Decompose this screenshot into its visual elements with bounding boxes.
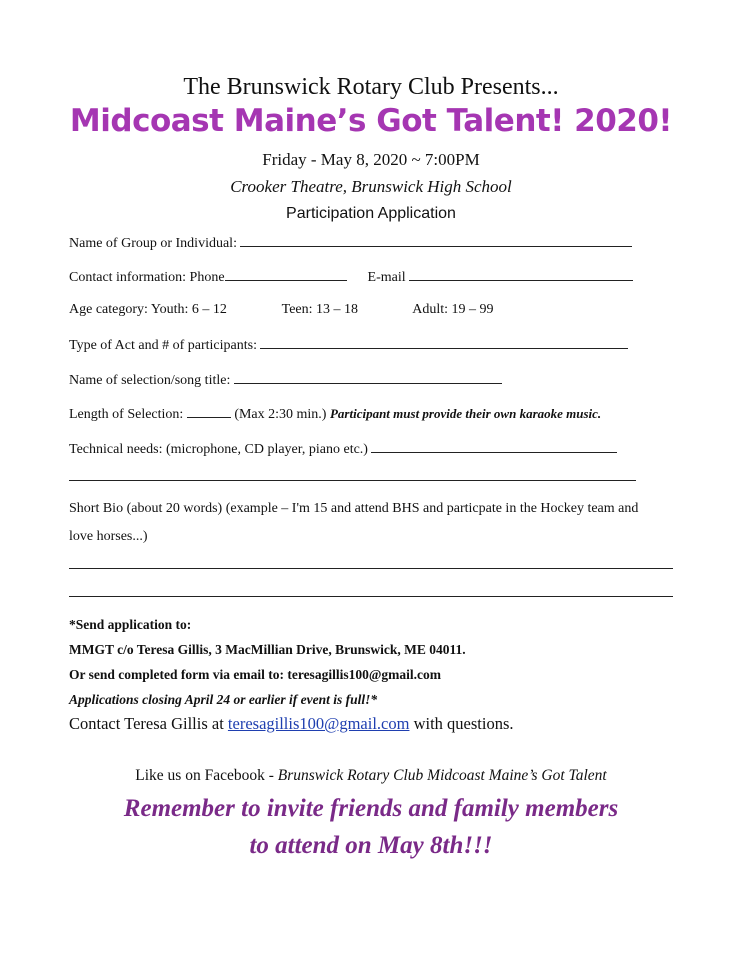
act-type-blank[interactable] bbox=[260, 336, 628, 349]
email-field-blank[interactable] bbox=[409, 268, 633, 281]
email-instruction: Or send completed form via email to: teresagillis100@gmail.com bbox=[69, 667, 441, 682]
name-field-blank[interactable] bbox=[240, 234, 632, 247]
age-teen-label: Teen: 13 – 18 bbox=[281, 302, 359, 317]
karaoke-note: Participant must provide their own karaoke music. bbox=[329, 406, 602, 421]
act-type-row bbox=[69, 336, 628, 354]
event-date-time: Friday - May 8, 2020 ~ 7:00PM bbox=[262, 150, 480, 169]
length-note: (Max 2:30 min.) bbox=[234, 407, 327, 422]
contact-email-link[interactable]: teresagillis100@gmail.com bbox=[227, 714, 410, 733]
send-heading: *Send application to: bbox=[69, 617, 192, 632]
mail-address: MMGT c/o Teresa Gillis, 3 MacMillian Drive, Brunswick, ME 04011. bbox=[69, 642, 466, 657]
technical-needs-blank[interactable] bbox=[371, 440, 617, 453]
presenter-line: The Brunswick Rotary Club Presents... bbox=[183, 74, 559, 100]
selection-label: Name of selection/song title: bbox=[69, 373, 231, 388]
age-adult-label: Adult: 19 – 99 bbox=[412, 302, 494, 317]
length-label: Length of Selection: bbox=[69, 407, 184, 422]
event-title: Midcoast Maine’s Got Talent! 2020! bbox=[69, 103, 673, 139]
form-title: Participation Application bbox=[286, 205, 456, 222]
bio-label-line-2: love horses...) bbox=[69, 529, 148, 544]
length-row bbox=[69, 405, 601, 423]
facebook-prefix: Like us on Facebook - bbox=[135, 767, 274, 784]
phone-field-label: Contact information: Phone bbox=[69, 270, 225, 285]
contact-field-row bbox=[69, 268, 633, 286]
reminder-line-1: Remember to invite friends and family members bbox=[123, 795, 619, 822]
contact-suffix: with questions. bbox=[413, 714, 514, 733]
contact-line bbox=[69, 714, 514, 734]
length-blank[interactable] bbox=[187, 405, 231, 418]
phone-field-blank[interactable] bbox=[225, 268, 347, 281]
age-youth-label: Age category: Youth: 6 – 12 bbox=[69, 302, 227, 317]
name-field-row bbox=[69, 234, 632, 252]
event-venue: Crooker Theatre, Brunswick High School bbox=[230, 177, 512, 196]
contact-prefix: Contact Teresa Gillis at bbox=[69, 714, 224, 733]
act-type-label: Type of Act and # of participants: bbox=[69, 338, 257, 353]
selection-row bbox=[69, 371, 502, 389]
age-category-row bbox=[69, 302, 494, 318]
technical-needs-extra-line[interactable] bbox=[69, 480, 636, 481]
bio-line-2[interactable] bbox=[69, 596, 673, 597]
bio-label-line-1: Short Bio (about 20 words) (example – I'm 15 and attend BHS and particpate in the Hockey team and bbox=[69, 501, 639, 516]
technical-needs-label: Technical needs: (microphone, CD player, piano etc.) bbox=[69, 442, 368, 457]
email-field-label: E-mail bbox=[367, 270, 406, 285]
name-field-label: Name of Group or Individual: bbox=[69, 236, 237, 251]
facebook-line bbox=[0, 767, 742, 785]
facebook-page-name: Brunswick Rotary Club Midcoast Maine’s Got Talent bbox=[277, 767, 607, 784]
bio-line-1[interactable] bbox=[69, 568, 673, 569]
deadline-notice: Applications closing April 24 or earlier if event is full!* bbox=[69, 692, 378, 707]
technical-needs-row bbox=[69, 440, 617, 458]
selection-blank[interactable] bbox=[234, 371, 502, 384]
reminder-line-2: to attend on May 8th!!! bbox=[249, 832, 493, 859]
